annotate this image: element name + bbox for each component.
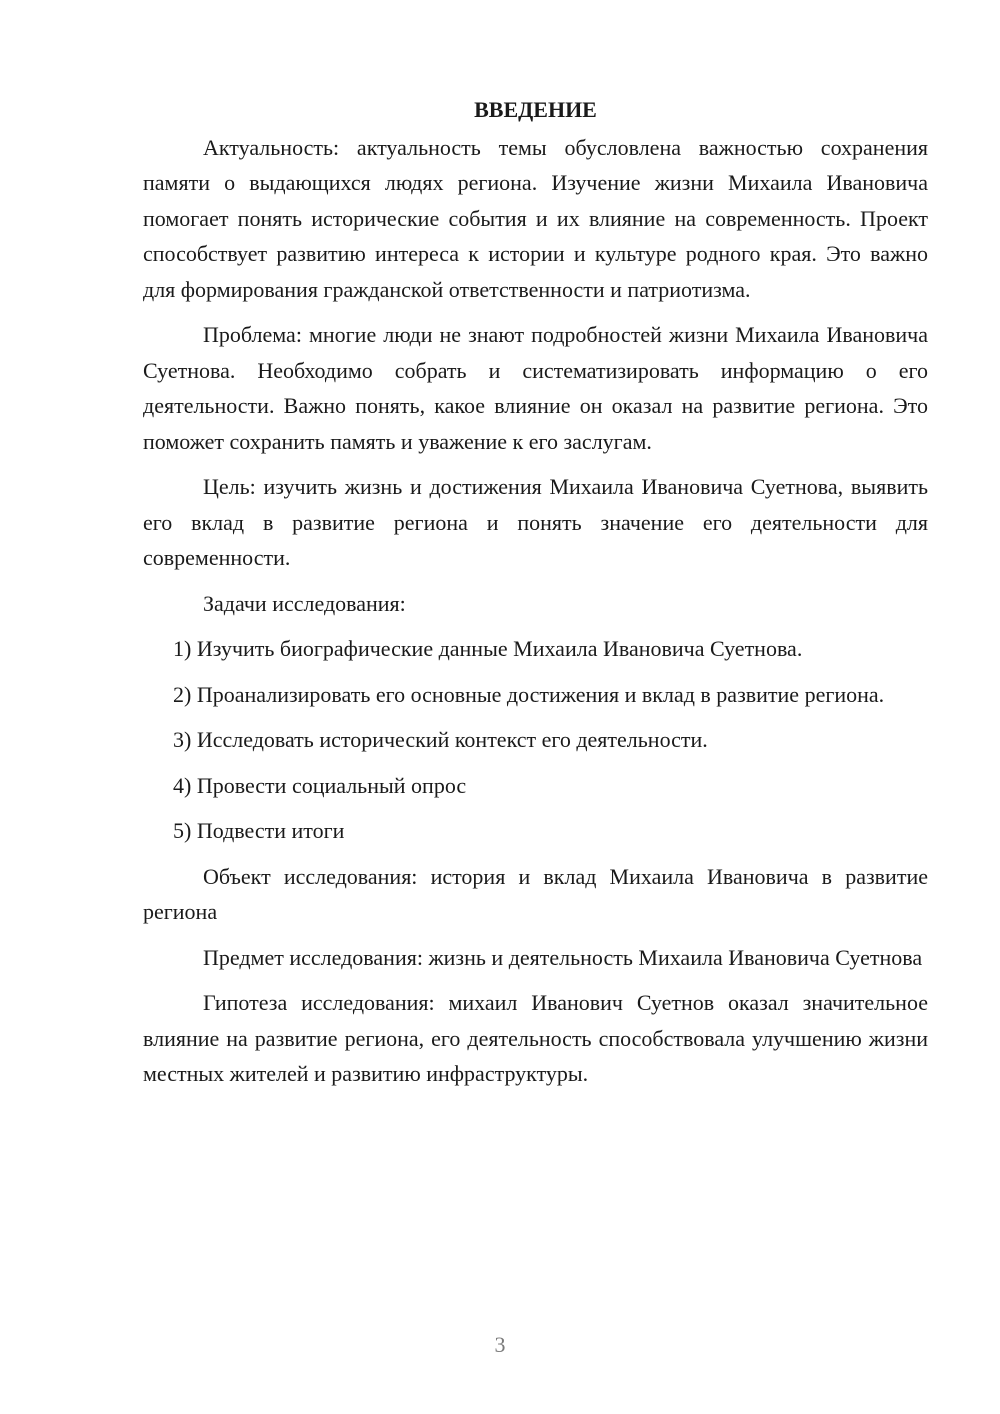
paragraph-relevance: Актуальность: актуальность темы обусловлена важностью сохранения памяти о выдающихся людях региона. Изучение жизни Михаила Ивановича помогает понять исторические события и их влияние на современность. Проект способствует развитию интереса к истории и культуре родного края. Это важно для формирования гражданской ответственности и патриотизма. bbox=[143, 134, 928, 302]
tasks-heading: Задачи исследования: bbox=[203, 590, 406, 616]
paragraph-object: Объект исследования: история и вклад Михаила Ивановича в развитие региона bbox=[143, 863, 928, 924]
task-item: 1) Изучить биографические данные Михаила Ивановича Суетнова. bbox=[173, 636, 803, 661]
document-page bbox=[143, 92, 928, 1102]
tasks-list bbox=[143, 631, 928, 849]
page-number: 3 bbox=[494, 1332, 506, 1357]
paragraph-problem: Проблема: многие люди не знают подробностей жизни Михаила Ивановича Суетнова. Необходимо собрать и систематизировать информацию о его деятельности. Важно понять, какое влияние он оказал на развитие региона. Это поможет сохранить память и уважение к его заслугам. bbox=[143, 322, 928, 454]
paragraph-goal: Цель: изучить жизнь и достижения Михаила Ивановича Суетнова, выявить его вклад в развитие региона и понять значение его деятельности для современности. bbox=[143, 474, 928, 570]
task-item: 4) Провести социальный опрос bbox=[173, 772, 467, 798]
paragraph-subject: Предмет исследования: жизнь и деятельность Михаила Ивановича Суетнова bbox=[203, 944, 923, 970]
task-item: 3) Исследовать исторический контекст его деятельности. bbox=[173, 727, 708, 752]
task-item: 2) Проанализировать его основные достижения и вклад в развитие региона. bbox=[173, 681, 885, 707]
paragraph-hypothesis: Гипотеза исследования: михаил Иванович Суетнов оказал значительное влияние на развитие региона, его деятельность способствовала улучшению жизни местных жителей и развитию инфраструктуры. bbox=[143, 990, 928, 1086]
task-item: 5) Подвести итоги bbox=[173, 818, 345, 843]
page-title: ВВЕДЕНИЕ bbox=[474, 97, 597, 122]
